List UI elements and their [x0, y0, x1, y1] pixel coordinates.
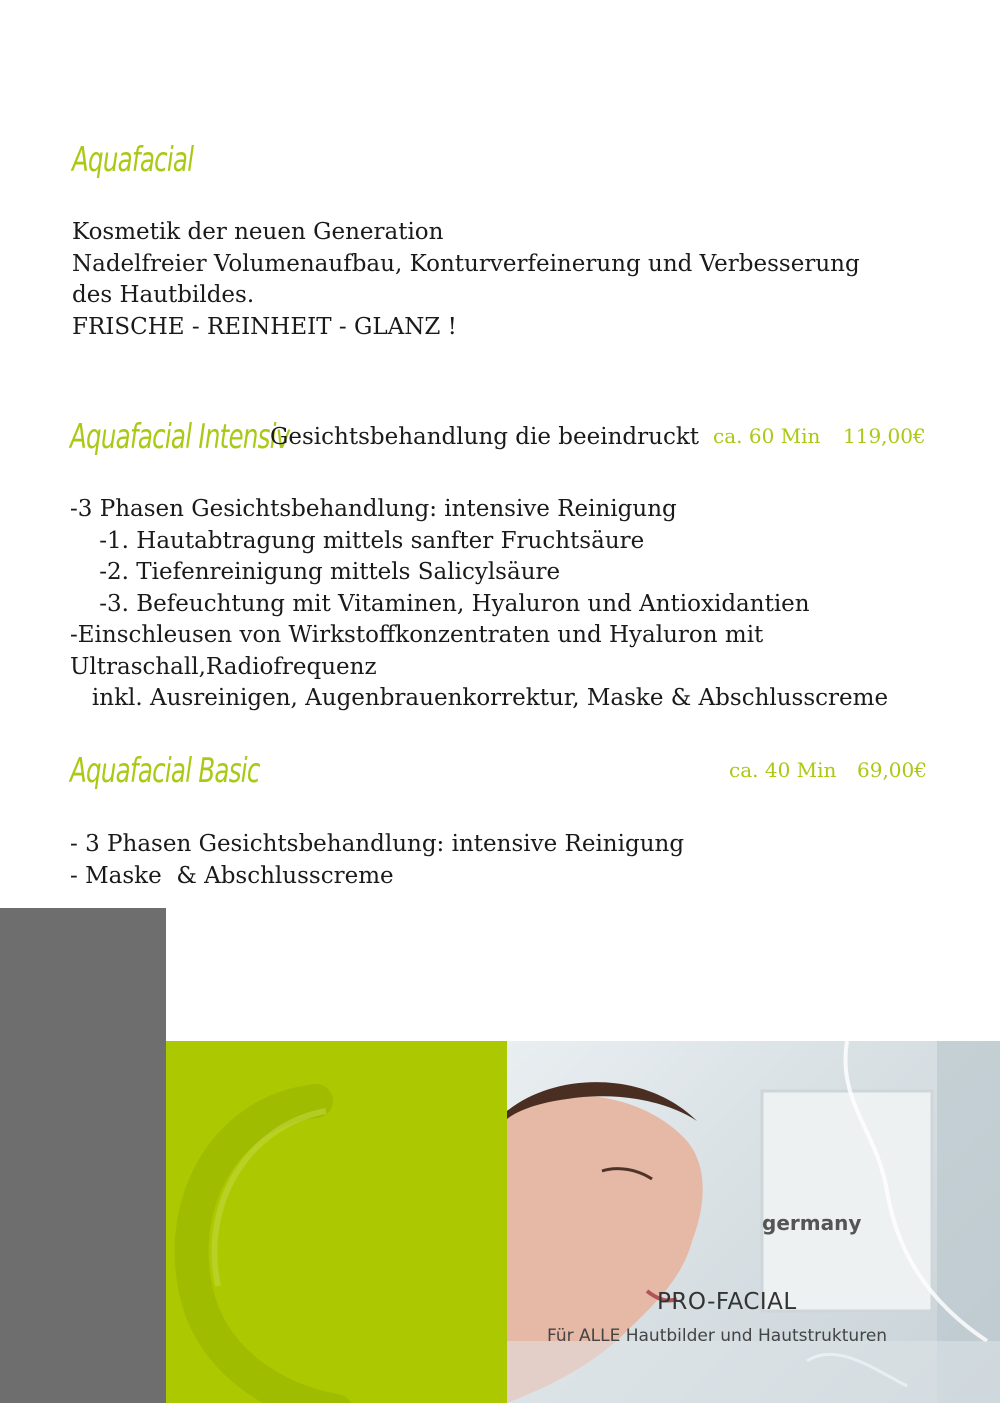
list-item: -1. Hautabtragung mittels sanfter Fruchtsäure: [70, 527, 645, 554]
list-item: inkl. Ausreinigen, Augenbrauenkorrektur, Maske & Abschlusscreme: [70, 685, 889, 711]
basic-price: 69,00€: [857, 758, 927, 782]
intensiv-title: Aquafacial Intensiv: [70, 417, 290, 457]
basic-list: [70, 829, 684, 892]
intensiv-subtitle: Gesichtsbehandlung die beeindruckt: [270, 424, 700, 450]
intensiv-header: [70, 417, 930, 457]
intro-line: des Hautbildes.: [72, 282, 255, 308]
list-item: - Maske & Abschlusscreme: [70, 862, 394, 889]
list-item: -3. Befeuchtung mit Vitaminen, Hyaluron und Antioxidantien: [70, 590, 810, 617]
list-item: -3 Phasen Gesichtsbehandlung: intensive Reinigung: [70, 496, 677, 522]
intensiv-list: [70, 494, 888, 715]
basic-title: Aquafacial Basic: [70, 751, 260, 791]
green-block: [166, 1041, 507, 1403]
list-item: Ultraschall,Radiofrequenz: [70, 653, 377, 680]
face-illustration: [507, 1041, 1000, 1403]
brush-circle-graphic: [166, 1041, 507, 1403]
banner-title: PRO-FACIAL: [657, 1289, 797, 1315]
germany-logo: germany: [762, 1211, 862, 1235]
basic-duration: ca. 40 Min: [729, 758, 837, 782]
intensiv-duration: ca. 60 Min: [713, 424, 821, 448]
intro-text: [72, 217, 860, 343]
gray-block: [0, 908, 166, 1403]
list-item: -2. Tiefenreinigung mittels Salicylsäure: [70, 559, 561, 585]
banner-subtitle: Für ALLE Hautbilder und Hautstrukturen: [547, 1326, 888, 1346]
intro-line: FRISCHE - REINHEIT - GLANZ !: [72, 313, 457, 340]
pro-facial-image: [507, 1041, 1000, 1403]
list-item: -Einschleusen von Wirkstoffkonzentraten und Hyaluron mit: [70, 622, 764, 648]
intro-line: Kosmetik der neuen Generation: [72, 219, 444, 245]
intro-line: Nadelfreier Volumenaufbau, Konturverfeinerung und Verbesserung: [72, 250, 860, 277]
page-title: Aquafacial: [72, 140, 194, 180]
list-item: - 3 Phasen Gesichtsbehandlung: intensive Reinigung: [70, 831, 685, 857]
basic-header: [70, 751, 930, 791]
intensiv-price: 119,00€: [843, 424, 926, 448]
